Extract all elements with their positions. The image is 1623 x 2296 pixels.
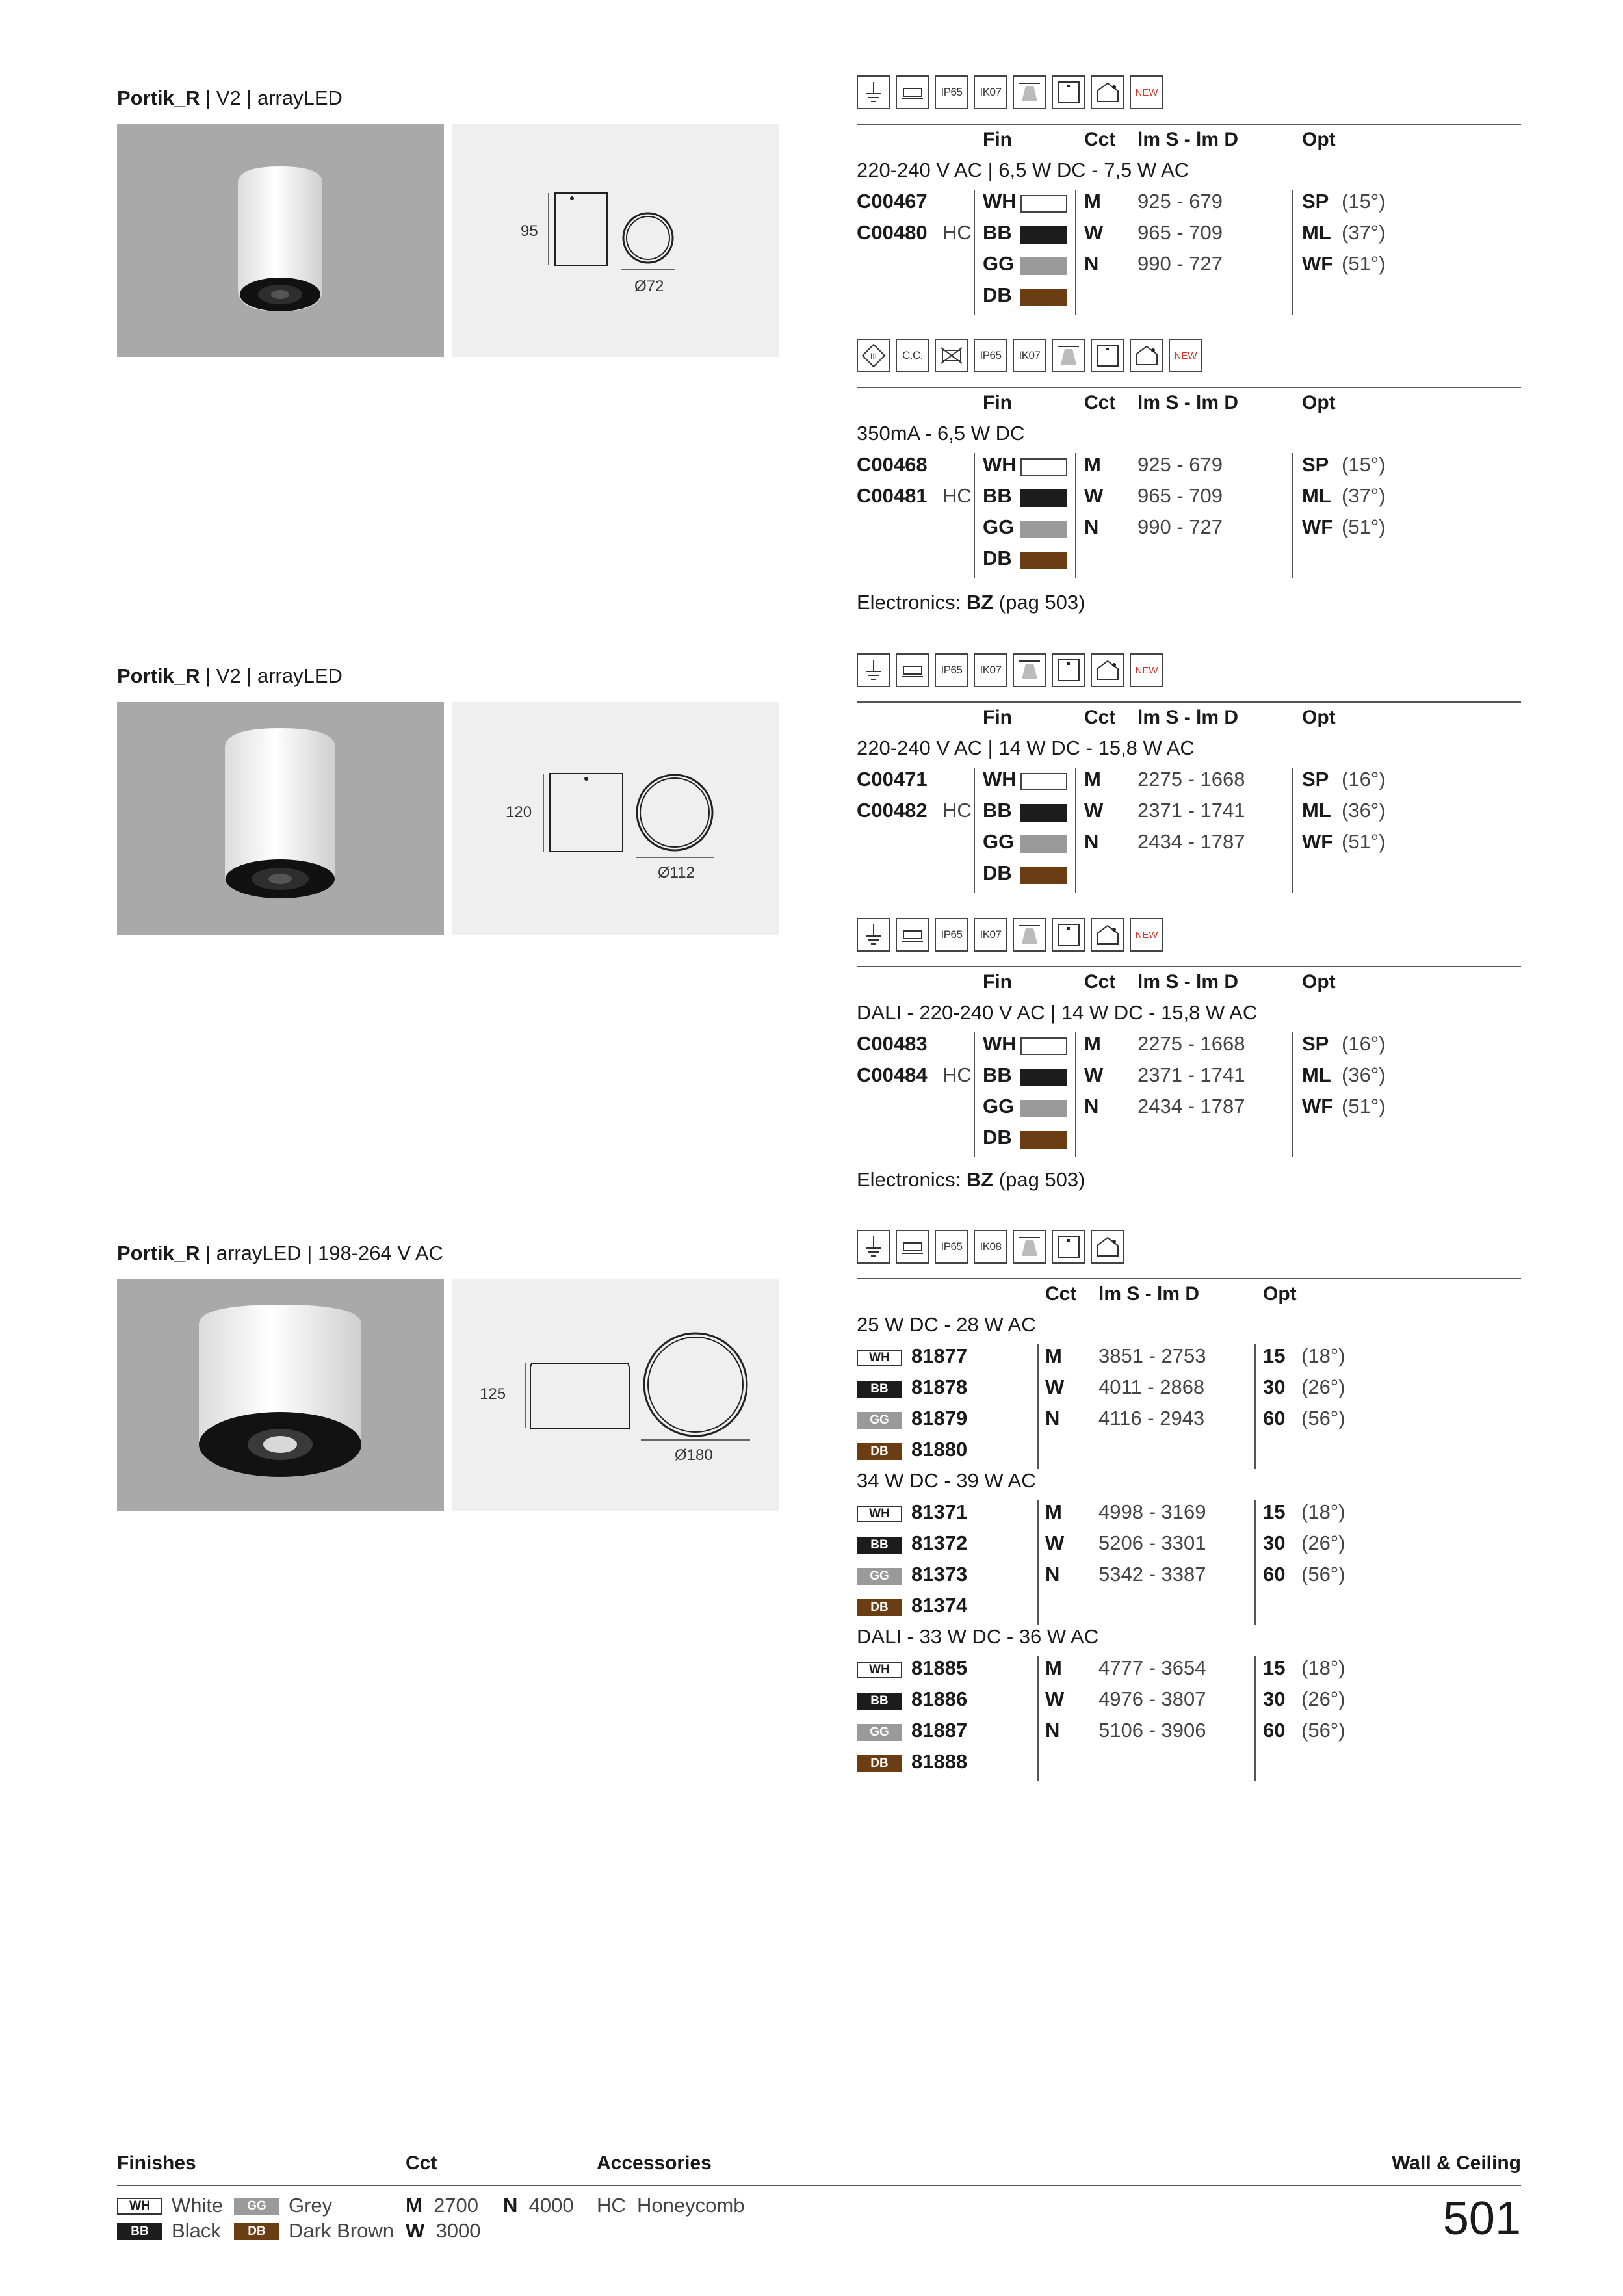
spec-block-3 bbox=[857, 653, 1521, 887]
electronics-label: Electronics: bbox=[857, 1168, 967, 1191]
footer-cct-m: M 2700 bbox=[406, 2194, 479, 2217]
finish-badge: WH bbox=[857, 1350, 902, 1366]
finish-swatch bbox=[1020, 773, 1067, 790]
product-code: 81372 bbox=[911, 1532, 968, 1554]
finish-code: WH bbox=[983, 1032, 1017, 1055]
constant-current-icon: C.C. bbox=[896, 339, 929, 372]
product-code: C00480 bbox=[857, 221, 928, 244]
optic-code: WF bbox=[1302, 1095, 1334, 1117]
finish-swatch bbox=[1020, 458, 1067, 476]
spec-header-rule bbox=[857, 1278, 1521, 1279]
finish-code: WH bbox=[983, 190, 1017, 213]
product-code: C00471 bbox=[857, 768, 928, 790]
power-spec: 350mA - 6,5 W DC bbox=[857, 422, 1025, 445]
power-spec: DALI - 220-240 V AC | 14 W DC - 15,8 W AC bbox=[857, 1001, 1258, 1024]
header-cct: Cct bbox=[1045, 1283, 1077, 1305]
product-code: C00481 bbox=[857, 484, 928, 507]
cct-code: M bbox=[1084, 768, 1101, 790]
earth-icon bbox=[857, 75, 890, 109]
product-code: 81886 bbox=[911, 1688, 968, 1710]
dimension-drawing-3 bbox=[452, 1279, 779, 1511]
honeycomb-code: HC bbox=[942, 221, 972, 244]
optic-code: SP bbox=[1302, 190, 1329, 213]
surface-icon bbox=[896, 1230, 929, 1264]
cct-code: W bbox=[1084, 1063, 1104, 1086]
product-code: C00484 bbox=[857, 1063, 928, 1086]
cct-code: N bbox=[1084, 252, 1099, 275]
spec-header-rule bbox=[857, 387, 1521, 388]
lumen-value: 5106 - 3906 bbox=[1098, 1719, 1206, 1742]
electronics-page: (pag 503) bbox=[993, 591, 1085, 614]
ceiling-icon bbox=[1052, 75, 1085, 109]
optic-code: 15 bbox=[1263, 1344, 1286, 1367]
optic-angle: (26°) bbox=[1301, 1688, 1345, 1710]
finish-swatch bbox=[1020, 226, 1067, 244]
optic-angle: (51°) bbox=[1342, 830, 1386, 853]
finish-badge: DB bbox=[857, 1755, 902, 1772]
finish-code: BB bbox=[983, 221, 1012, 244]
drawing-diameter-2: Ø112 bbox=[658, 864, 695, 881]
drawing-height-1: 95 bbox=[521, 222, 538, 240]
product-code: 81888 bbox=[911, 1750, 968, 1773]
finish-swatch bbox=[1020, 257, 1067, 275]
finish-swatch bbox=[1020, 867, 1067, 884]
drawing-diameter-3: Ø180 bbox=[675, 1446, 713, 1464]
optic-angle: (26°) bbox=[1301, 1532, 1345, 1554]
power-spec: 25 W DC - 28 W AC bbox=[857, 1313, 1036, 1336]
optic-code: 30 bbox=[1263, 1376, 1286, 1398]
finish-code: WH bbox=[983, 453, 1017, 476]
optic-angle: (36°) bbox=[1342, 1063, 1386, 1086]
product-code: C00467 bbox=[857, 190, 928, 213]
lumen-value: 965 - 709 bbox=[1137, 221, 1223, 244]
electronics-page: (pag 503) bbox=[993, 1168, 1085, 1191]
product-code: C00468 bbox=[857, 453, 928, 476]
finish-badge: WH bbox=[857, 1506, 902, 1522]
cct-code: W bbox=[1084, 799, 1104, 822]
optic-code: 60 bbox=[1263, 1719, 1286, 1742]
ceiling-icon bbox=[1052, 1230, 1085, 1264]
ip-rating-icon: IP65 bbox=[935, 653, 968, 687]
finish-swatch bbox=[1020, 1131, 1067, 1149]
column-divider bbox=[1292, 768, 1293, 893]
lumen-value: 4777 - 3654 bbox=[1098, 1656, 1206, 1679]
optic-code: SP bbox=[1302, 768, 1329, 790]
cct-code: W bbox=[1045, 1376, 1065, 1398]
spec-header-rule bbox=[857, 124, 1521, 125]
cct-code: M bbox=[1045, 1656, 1062, 1679]
finish-swatch bbox=[1020, 289, 1067, 306]
optic-code: WF bbox=[1302, 515, 1334, 538]
ik-rating-icon: IK07 bbox=[974, 75, 1007, 109]
column-divider bbox=[1254, 1500, 1256, 1625]
legend-label-bb: Black bbox=[172, 2219, 221, 2242]
header-fin: Fin bbox=[983, 129, 1012, 150]
house-icon bbox=[1091, 75, 1124, 109]
finish-badge: GG bbox=[857, 1412, 902, 1429]
ceiling-icon bbox=[1052, 653, 1085, 687]
optic-code: 15 bbox=[1263, 1656, 1286, 1679]
lumen-value: 2371 - 1741 bbox=[1137, 1063, 1245, 1086]
house-icon bbox=[1091, 653, 1124, 687]
drawing-height-2: 120 bbox=[506, 803, 532, 821]
optic-angle: (15°) bbox=[1342, 190, 1386, 213]
product-code: 81878 bbox=[911, 1376, 968, 1398]
cct-code: W bbox=[1084, 221, 1104, 244]
certification-icons bbox=[857, 653, 1163, 687]
power-spec: 34 W DC - 39 W AC bbox=[857, 1469, 1036, 1492]
lumen-value: 2434 - 1787 bbox=[1137, 830, 1245, 853]
lamp-icon bbox=[1013, 918, 1046, 952]
certification-icons bbox=[857, 1230, 1124, 1264]
certification-icons bbox=[857, 918, 1163, 952]
footer-finishes-label: Finishes bbox=[117, 2152, 196, 2174]
electronics-note bbox=[857, 591, 1085, 614]
finish-code: GG bbox=[983, 515, 1015, 538]
certification-icons bbox=[857, 75, 1163, 109]
footer-accessories-label: Accessories bbox=[597, 2152, 712, 2174]
lumen-value: 965 - 709 bbox=[1137, 484, 1223, 507]
finish-badge: WH bbox=[857, 1662, 902, 1678]
optic-angle: (36°) bbox=[1342, 799, 1386, 822]
optic-angle: (51°) bbox=[1342, 252, 1386, 275]
lumen-value: 2275 - 1668 bbox=[1137, 768, 1245, 790]
header-lm: lm S - lm D bbox=[1098, 1283, 1200, 1305]
header-cct: Cct bbox=[1084, 707, 1116, 728]
new-badge-icon: NEW bbox=[1169, 339, 1202, 372]
lumen-value: 5206 - 3301 bbox=[1098, 1532, 1206, 1554]
new-badge-icon: NEW bbox=[1130, 75, 1163, 109]
optic-code: ML bbox=[1302, 1063, 1331, 1086]
earth-icon bbox=[857, 653, 890, 687]
optic-angle: (26°) bbox=[1301, 1376, 1345, 1398]
honeycomb-code: HC bbox=[942, 799, 972, 822]
finish-code: DB bbox=[983, 283, 1012, 306]
lumen-value: 925 - 679 bbox=[1137, 190, 1223, 213]
product-code: 81879 bbox=[911, 1407, 968, 1429]
lumen-value: 4998 - 3169 bbox=[1098, 1500, 1206, 1523]
footer-divider bbox=[117, 2185, 1521, 2186]
product-code: 81885 bbox=[911, 1656, 968, 1679]
finish-swatch bbox=[1020, 521, 1067, 538]
header-lm: lm S - lm D bbox=[1137, 392, 1239, 413]
new-badge-icon: NEW bbox=[1130, 918, 1163, 952]
product-code: C00483 bbox=[857, 1032, 928, 1055]
dimension-drawing-1 bbox=[452, 124, 779, 357]
product-code: C00482 bbox=[857, 799, 928, 822]
header-fin: Fin bbox=[983, 971, 1012, 993]
finish-badge: DB bbox=[857, 1443, 902, 1460]
finish-swatch bbox=[1020, 489, 1067, 507]
column-divider bbox=[1037, 1500, 1039, 1625]
lumen-value: 2371 - 1741 bbox=[1137, 799, 1245, 822]
finish-code: DB bbox=[983, 547, 1012, 569]
house-icon bbox=[1091, 918, 1124, 952]
cct-code: M bbox=[1084, 1032, 1101, 1055]
earth-icon bbox=[857, 1230, 890, 1264]
column-divider bbox=[1292, 453, 1293, 578]
cct-code: N bbox=[1045, 1407, 1060, 1429]
product-code: 81371 bbox=[911, 1500, 968, 1523]
lumen-value: 990 - 727 bbox=[1137, 252, 1223, 275]
cct-code: M bbox=[1045, 1500, 1062, 1523]
optic-angle: (51°) bbox=[1342, 515, 1386, 538]
optic-angle: (37°) bbox=[1342, 484, 1386, 507]
finish-swatch bbox=[1020, 804, 1067, 822]
finish-badge: BB bbox=[857, 1693, 902, 1710]
spec-block-2 bbox=[857, 339, 1521, 573]
optic-angle: (56°) bbox=[1301, 1407, 1345, 1429]
column-divider bbox=[974, 1032, 975, 1157]
finish-swatch bbox=[1020, 195, 1067, 213]
finish-code: BB bbox=[983, 484, 1012, 507]
product-photo-2 bbox=[117, 702, 444, 935]
finish-badge: BB bbox=[857, 1537, 902, 1554]
footer-cct-w: W 3000 bbox=[406, 2219, 481, 2242]
product-photo-3 bbox=[117, 1279, 444, 1511]
header-opt: Opt bbox=[1263, 1283, 1297, 1305]
legend-label-db: Dark Brown bbox=[289, 2219, 394, 2242]
spec-block-4 bbox=[857, 918, 1521, 1152]
cct-code: M bbox=[1084, 453, 1101, 476]
product-code: 81877 bbox=[911, 1344, 968, 1367]
electronics-note bbox=[857, 1168, 1085, 1192]
finish-code: GG bbox=[983, 252, 1015, 275]
finish-badge: DB bbox=[857, 1599, 902, 1616]
lumen-value: 990 - 727 bbox=[1137, 515, 1223, 538]
finish-badge: GG bbox=[857, 1724, 902, 1741]
header-lm: lm S - lm D bbox=[1137, 129, 1239, 150]
svg-text:III: III bbox=[870, 352, 877, 361]
cross-icon bbox=[935, 339, 968, 372]
optic-code: WF bbox=[1302, 252, 1334, 275]
optic-angle: (18°) bbox=[1301, 1344, 1345, 1367]
power-spec: 220-240 V AC | 14 W DC - 15,8 W AC bbox=[857, 737, 1195, 759]
page-number: 501 bbox=[1442, 2193, 1521, 2245]
product-code: 81880 bbox=[911, 1438, 968, 1461]
ceiling-icon bbox=[1091, 339, 1124, 372]
lumen-value: 925 - 679 bbox=[1137, 453, 1223, 476]
finish-code: GG bbox=[983, 830, 1015, 853]
finish-code: BB bbox=[983, 799, 1012, 822]
header-cct: Cct bbox=[1084, 129, 1116, 150]
header-lm: lm S - lm D bbox=[1137, 971, 1239, 993]
earth-icon bbox=[857, 918, 890, 952]
header-opt: Opt bbox=[1302, 707, 1336, 728]
product-code: 81374 bbox=[911, 1594, 968, 1617]
cct-code: N bbox=[1084, 515, 1099, 538]
optic-angle: (15°) bbox=[1342, 453, 1386, 476]
lumen-value: 2434 - 1787 bbox=[1137, 1095, 1245, 1117]
header-opt: Opt bbox=[1302, 971, 1336, 993]
header-fin: Fin bbox=[983, 392, 1012, 413]
column-divider bbox=[1075, 453, 1076, 578]
optic-code: 15 bbox=[1263, 1500, 1286, 1523]
column-divider bbox=[1254, 1656, 1256, 1781]
spec-header-rule bbox=[857, 701, 1521, 703]
footer-section-label: Wall & Ceiling bbox=[1392, 2152, 1521, 2174]
column-divider bbox=[1037, 1344, 1039, 1469]
lumen-value: 2275 - 1668 bbox=[1137, 1032, 1245, 1055]
product-code: 81373 bbox=[911, 1563, 968, 1585]
column-divider bbox=[974, 453, 975, 578]
column-divider bbox=[1075, 768, 1076, 893]
finish-badge: BB bbox=[857, 1381, 902, 1398]
cct-code: N bbox=[1084, 1095, 1099, 1117]
optic-code: 30 bbox=[1263, 1688, 1286, 1710]
cct-code: W bbox=[1045, 1532, 1065, 1554]
header-opt: Opt bbox=[1302, 392, 1336, 413]
column-divider bbox=[974, 190, 975, 315]
header-cct: Cct bbox=[1084, 392, 1116, 413]
ik-rating-icon: IK08 bbox=[974, 1230, 1007, 1264]
footer-cct-label: Cct bbox=[406, 2152, 437, 2174]
finish-swatch bbox=[1020, 1037, 1067, 1055]
optic-code: 60 bbox=[1263, 1407, 1286, 1429]
optic-angle: (16°) bbox=[1342, 768, 1386, 790]
house-icon bbox=[1130, 339, 1163, 372]
surface-icon bbox=[896, 75, 929, 109]
electronics-code: BZ bbox=[966, 1168, 994, 1191]
column-divider bbox=[1254, 1344, 1256, 1469]
cct-code: W bbox=[1084, 484, 1104, 507]
optic-code: 30 bbox=[1263, 1532, 1286, 1554]
finish-swatch bbox=[1020, 552, 1067, 569]
optic-code: ML bbox=[1302, 484, 1331, 507]
cct-code: N bbox=[1045, 1719, 1060, 1742]
lamp-icon bbox=[1052, 339, 1085, 372]
footer-cct-n: N 4000 bbox=[503, 2194, 574, 2217]
optic-code: 60 bbox=[1263, 1563, 1286, 1585]
ik-rating-icon: IK07 bbox=[974, 918, 1007, 952]
lamp-icon bbox=[1013, 1230, 1046, 1264]
cct-code: N bbox=[1084, 830, 1099, 853]
ip-rating-icon: IP65 bbox=[935, 1230, 968, 1264]
spec-header-rule bbox=[857, 966, 1521, 967]
lamp-icon bbox=[1013, 653, 1046, 687]
honeycomb-code: HC bbox=[942, 1063, 972, 1086]
legend-badge-bb: BB bbox=[117, 2223, 162, 2240]
lumen-value: 3851 - 2753 bbox=[1098, 1344, 1206, 1367]
optic-angle: (51°) bbox=[1342, 1095, 1386, 1117]
product-title-3: Portik_R | arrayLED | 198-264 V AC bbox=[117, 1242, 443, 1264]
header-lm: lm S - lm D bbox=[1137, 707, 1239, 728]
optic-angle: (56°) bbox=[1301, 1719, 1345, 1742]
column-divider bbox=[974, 768, 975, 893]
surface-icon bbox=[896, 653, 929, 687]
ip-rating-icon: IP65 bbox=[974, 339, 1007, 372]
optic-angle: (16°) bbox=[1342, 1032, 1386, 1055]
product-title-2: Portik_R | V2 | arrayLED bbox=[117, 664, 343, 687]
column-divider bbox=[1292, 1032, 1293, 1157]
lumen-value: 4116 - 2943 bbox=[1098, 1407, 1205, 1429]
optic-angle: (37°) bbox=[1342, 221, 1386, 244]
optic-code: SP bbox=[1302, 1032, 1329, 1055]
ip-rating-icon: IP65 bbox=[935, 918, 968, 952]
certification-icons bbox=[857, 339, 1202, 372]
lumen-value: 4011 - 2868 bbox=[1098, 1376, 1205, 1398]
column-divider bbox=[1292, 190, 1293, 315]
cct-code: M bbox=[1084, 190, 1101, 213]
drawing-height-3: 125 bbox=[480, 1385, 506, 1403]
column-divider bbox=[1075, 1032, 1076, 1157]
header-fin: Fin bbox=[983, 707, 1012, 728]
ceiling-icon bbox=[1052, 918, 1085, 952]
optic-code: SP bbox=[1302, 453, 1329, 476]
power-spec: DALI - 33 W DC - 36 W AC bbox=[857, 1625, 1099, 1648]
optic-angle: (56°) bbox=[1301, 1563, 1345, 1585]
spec-block-1 bbox=[857, 75, 1521, 309]
power-spec: 220-240 V AC | 6,5 W DC - 7,5 W AC bbox=[857, 159, 1189, 181]
electronics-code: BZ bbox=[966, 591, 994, 614]
finish-swatch bbox=[1020, 1069, 1067, 1086]
honeycomb-code: HC bbox=[942, 484, 972, 507]
header-cct: Cct bbox=[1084, 971, 1116, 993]
new-badge-icon: NEW bbox=[1130, 653, 1163, 687]
cct-code: M bbox=[1045, 1344, 1062, 1367]
class3-icon bbox=[857, 339, 890, 372]
optic-code: WF bbox=[1302, 830, 1334, 853]
finish-code: BB bbox=[983, 1063, 1012, 1086]
finish-code: DB bbox=[983, 1126, 1012, 1149]
legend-label-gg: Grey bbox=[289, 2194, 333, 2217]
optic-angle: (18°) bbox=[1301, 1500, 1345, 1523]
header-opt: Opt bbox=[1302, 129, 1336, 150]
column-divider bbox=[1075, 190, 1076, 315]
product-title-1: Portik_R | V2 | arrayLED bbox=[117, 86, 343, 109]
finish-swatch bbox=[1020, 1100, 1067, 1117]
electronics-label: Electronics: bbox=[857, 591, 967, 614]
column-divider bbox=[1037, 1656, 1039, 1781]
optic-angle: (18°) bbox=[1301, 1656, 1345, 1679]
drawing-diameter-1: Ø72 bbox=[634, 278, 664, 295]
cct-code: N bbox=[1045, 1563, 1060, 1585]
house-icon bbox=[1091, 1230, 1124, 1264]
legend-badge-db: DB bbox=[234, 2223, 279, 2240]
spec-block-5 bbox=[857, 1230, 1521, 1782]
lamp-icon bbox=[1013, 75, 1046, 109]
finish-code: GG bbox=[983, 1095, 1015, 1117]
finish-code: DB bbox=[983, 861, 1012, 884]
footer-accessory: HC Honeycomb bbox=[597, 2194, 745, 2217]
ik-rating-icon: IK07 bbox=[974, 653, 1007, 687]
dimension-drawing-2 bbox=[452, 702, 779, 935]
optic-code: ML bbox=[1302, 799, 1331, 822]
legend-badge-gg: GG bbox=[234, 2198, 279, 2215]
ik-rating-icon: IK07 bbox=[1013, 339, 1046, 372]
cct-code: W bbox=[1045, 1688, 1065, 1710]
legend-label-wh: White bbox=[172, 2194, 224, 2217]
legend-badge-wh: WH bbox=[117, 2198, 162, 2215]
surface-icon bbox=[896, 918, 929, 952]
product-code: 81887 bbox=[911, 1719, 968, 1742]
finish-badge: GG bbox=[857, 1568, 902, 1585]
product-photo-1 bbox=[117, 124, 444, 357]
optic-code: ML bbox=[1302, 221, 1331, 244]
finish-code: WH bbox=[983, 768, 1017, 790]
lumen-value: 5342 - 3387 bbox=[1098, 1563, 1206, 1585]
ip-rating-icon: IP65 bbox=[935, 75, 968, 109]
lumen-value: 4976 - 3807 bbox=[1098, 1688, 1206, 1710]
finish-swatch bbox=[1020, 835, 1067, 853]
